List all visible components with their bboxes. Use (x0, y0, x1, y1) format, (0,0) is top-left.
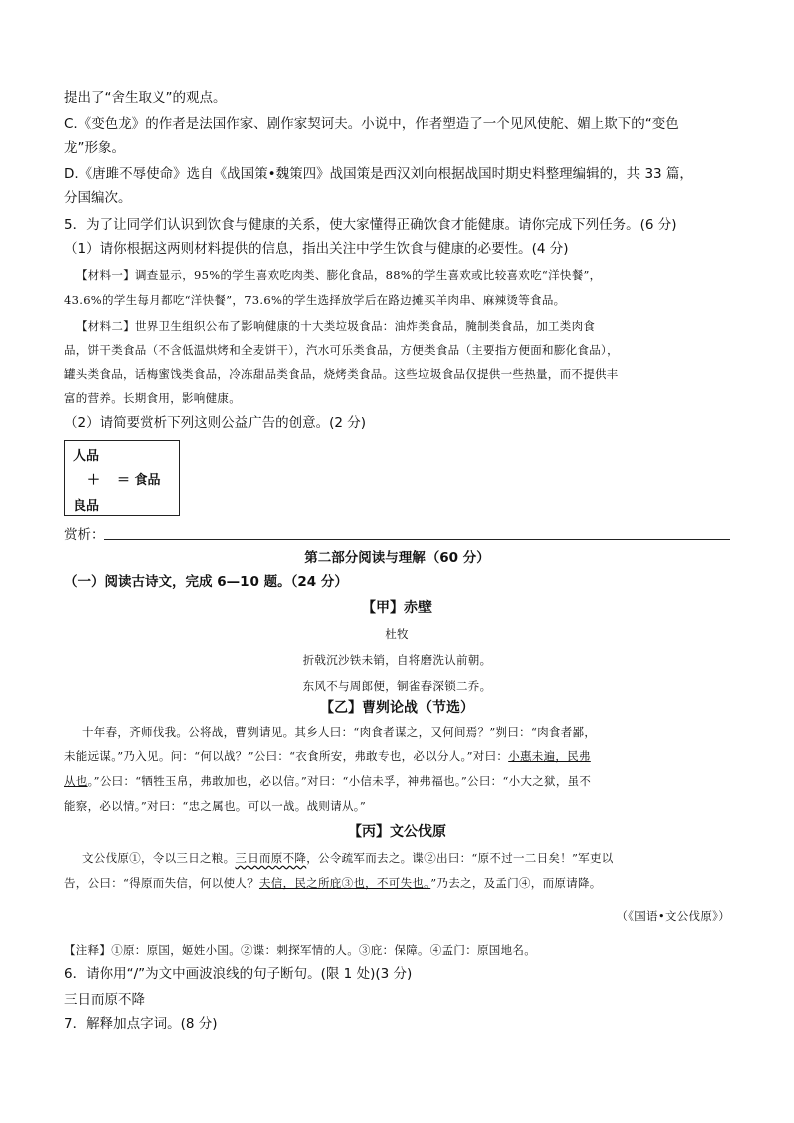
question-5-1: （1）请你根据这两则材料提供的信息，指出关注中学生饮食与健康的必要性。(4 分) (64, 241, 569, 257)
option-c-line1: C.《变色龙》的作者是法国作家、剧作家契诃夫。小说中，作者塑造了一个见风使舵、媚上欺下的“变色 (64, 116, 679, 132)
ad-plus-sign: ＋ (87, 473, 101, 488)
ad-top-word: 人品 (73, 449, 100, 464)
annotation-notes: 【注释】①原：原国，姬姓小国。②谍：刺探军情的人。③庇：保障。④孟门：原国地名。 (64, 943, 536, 957)
bing-text: ”乃去之，及孟门④，而原请降。 (430, 876, 602, 890)
yi-paragraph-line2 (64, 746, 744, 766)
yi-text: 未能远谋。”乃入见。问：“何以战？”公曰：“衣食所安，弗敢专也，必以分人。”对曰： (64, 749, 509, 763)
material-2-line4: 富的营养。长期食用，影响健康。 (64, 391, 241, 405)
yi-text: 。”公曰：“牺牲玉帛，弗敢加也，必以信。”对曰：“小信未孚，神弗福也。”公曰：“小大之狱，虽不 (87, 774, 592, 788)
yi-paragraph-line4: 能察，必以情。”对曰：“忠之属也。可以一战。战则请从。” (64, 799, 367, 813)
question-7: 7．解释加点字词。(8 分) (64, 1016, 218, 1032)
public-ad-image (64, 440, 180, 516)
question-5: 5．为了让同学们认识到饮食与健康的关系，使大家懂得正确饮食才能健康。请你完成下列任务。(6 分) (64, 217, 677, 233)
option-d-line2: 分国编次。 (64, 190, 132, 206)
poem-verse-2: 东风不与周郎便，铜雀春深锁二乔。 (302, 679, 492, 693)
part-2-heading: 第二部分阅读与理解（60 分） (304, 550, 490, 566)
underlined-sentence-end: 从也 (64, 774, 88, 788)
question-5-2: （2）请简要赏析下列这则公益广告的创意。(2 分) (64, 415, 367, 431)
material-2-line1: 【材料二】世界卫生组织公布了影响健康的十大类垃圾食品：油炸类食品，腌制类食品，加工类肉食 (76, 319, 596, 333)
option-d-line1: D.《唐雎不辱使命》选自《战国策•魏策四》战国策是西汉刘向根据战国时期史料整理编辑的，共 33 篇， (64, 166, 693, 182)
material-2-line2: 品，饼干类食品（不含低温烘烤和全麦饼干），汽水可乐类食品，方便类食品（主要指方便面和膨化食品）， (64, 343, 619, 357)
wavy-underlined-sentence: 三日而原不降 (235, 851, 307, 865)
ad-bottom-word: 良品 (73, 499, 100, 514)
material-2-line3: 罐头类食品，话梅蜜饯类食品，冷冻甜品类食品，烧烤类食品。这些垃圾食品仅提供一些热量，而不提供丰 (64, 367, 619, 381)
bing-heading: 【丙】文公伐原 (348, 824, 446, 840)
material-1-line2: 43.6%的学生每月都吃“洋快餐”，73.6%的学生选择放学后在路边摊买羊肉串、麻辣烫等食品。 (64, 293, 566, 307)
question-6: 6．请你用“/”为文中画波浪线的句子断句。(限 1 处)(3 分) (64, 966, 413, 982)
appreciation-label: 赏析： (64, 527, 105, 543)
bing-paragraph-line1 (82, 848, 762, 868)
yi-paragraph-line1: 十年春，齐师伐我。公将战，曹刿请见。其乡人曰：“肉食者谋之，又何间焉？”刿曰：“肉食者鄙， (82, 725, 597, 739)
bing-text: 文公伐原①，令以三日之粮。 (82, 851, 236, 865)
section-1-heading: （一）阅读古诗文，完成 6—10 题。（24 分） (64, 574, 348, 590)
source-citation: （《国语•文公伐原》） (616, 909, 730, 923)
underlined-sentence: 小惠未遍，民弗 (508, 749, 591, 763)
yi-paragraph-line3 (64, 771, 744, 791)
underlined-sentence: 夫信，民之所庇③也，不可失也。 (258, 876, 431, 890)
text-line: 提出了“舍生取义”的观点。 (64, 90, 227, 106)
bing-paragraph-line2 (64, 873, 744, 893)
poem-verse-1: 折戟沉沙铁未销，自将磨洗认前朝。 (302, 653, 492, 667)
ad-result-word: ＝ 食品 (117, 473, 161, 488)
answer-line (104, 539, 730, 540)
bing-text: 告，公曰：“得原而失信，何以使人？ (64, 876, 259, 890)
bing-text: ，公令疏军而去之。谍②出曰：“原不过一二日矣！”军吏以 (306, 851, 614, 865)
yi-heading: 【乙】曹刿论战（节选） (320, 700, 474, 716)
question-6-sentence: 三日而原不降 (64, 992, 145, 1008)
jia-heading: 【甲】赤壁 (362, 600, 432, 616)
material-1-line1: 【材料一】调查显示，95%的学生喜欢吃肉类、膨化食品，88%的学生喜欢或比较喜欢吃“洋快餐”， (76, 268, 602, 282)
option-c-line2: 龙”形象。 (64, 140, 125, 156)
poem-author: 杜牧 (385, 627, 409, 641)
